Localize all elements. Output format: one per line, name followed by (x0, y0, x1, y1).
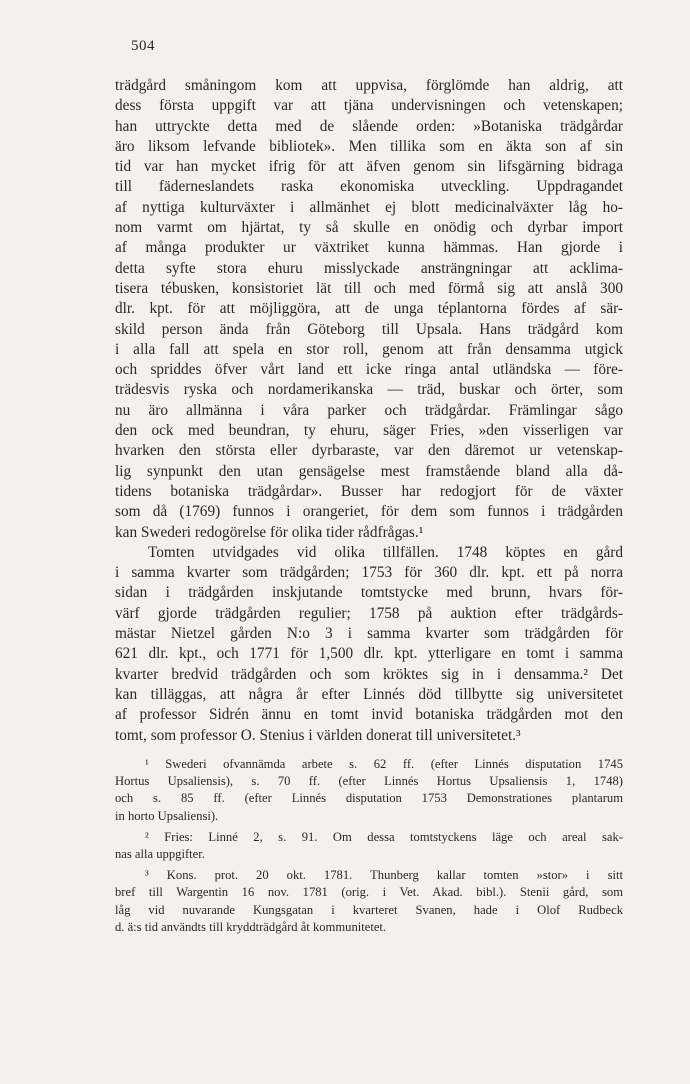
text-line: kan Swederi redogörelse för olika tider rådfrågas.¹ (115, 523, 424, 541)
footnote-line: ³ Kons. prot. 20 okt. 1781. Thunberg kallar tomten »stor» i sitt (145, 868, 623, 883)
footnote-line: och s. 85 ff. (efter Linnés disputation 1753 Demonstrationes plantarum (115, 791, 623, 806)
text-line: Tomten utvidgades vid olika tillfällen. 1748 köptes en gård (148, 543, 623, 561)
text-line: 621 dlr. kpt., och 1771 för 1,500 dlr. kpt. ytterligare en tomt i samma (115, 645, 623, 663)
text-line: nu äro allmänna i våra parker och trädgårdar. Främlingar sågo (115, 401, 623, 419)
text-line: detta syfte stora ehuru misslyckade ansträngningar att acklima- (115, 259, 623, 277)
text-line: tidens botaniska trädgårdar». Busser har redogjort för de växter (115, 482, 623, 500)
footnotes (115, 756, 623, 936)
body-text (115, 76, 623, 746)
text-line: tisera tébusken, konsistoriet lät till och med förmå sig att anslå 300 (115, 279, 623, 297)
text-line: trädgård småningom kom att uppvisa, förglömde han aldrig, att (115, 77, 623, 94)
footnote (115, 867, 623, 936)
text-line: sidan i trädgården inskjutande tomtstycke med brunn, hvars för- (115, 584, 623, 602)
text-line: hvarken den största eller dyrbaraste, var den däremot ur vetenskap- (115, 442, 623, 460)
text-line: af professor Sidrén ännu en tomt invid botaniska trädgården mot den (115, 706, 623, 724)
text-line: skild person ända från Göteborg till Upsala. Hans trädgård kom (115, 320, 623, 338)
text-line: i samma kvarter som trädgården; 1753 för 360 dlr. kpt. ett på norra (115, 564, 623, 582)
text-line: trädesvis ryska och nordamerikanska — träd, buskar och örter, som (115, 381, 623, 399)
footnote-line: ¹ Swederi ofvannämda arbete s. 62 ff. (efter Linnés disputation 1745 (145, 757, 623, 771)
footnote (115, 829, 623, 863)
text-line: dlr. kpt. för att möjliggöra, att de unga téplantorna fördes af sär- (115, 300, 623, 318)
footnote-line: in horto Upsaliensi). (115, 808, 219, 823)
text-line: och spriddes öfver vårt land ett icke ringa antal utländska — före- (115, 361, 623, 379)
footnote-line: d. ä:s tid användts till kryddträdgård åt kommunitetet. (115, 919, 387, 934)
text-line: af många produkter ur växtriket kunna hämmas. Han gjorde i (115, 239, 623, 257)
text-line: dess första uppgift var att tjäna undervisningen och vetenskapen; (115, 97, 623, 115)
text-line: mästar Nietzel gården N:o 3 i samma kvarter som trädgården för (115, 625, 623, 643)
footnote (115, 756, 623, 825)
text-line: af nyttiga kulturväxter i allmänhet ej blott medicinalväxter låg ho- (115, 198, 623, 216)
footnote-line: bref till Wargentin 16 nov. 1781 (orig. i Vet. Akad. bibl.). Stenii gård, som (115, 885, 623, 900)
footnote-line: ² Fries: Linné 2, s. 91. Om dessa tomtstyckens läge och areal sak- (145, 829, 623, 844)
text-line: värf gjorde trädgården regulier; 1758 på auktion efter trädgårds- (115, 604, 623, 622)
text-line: lig synpunkt den utan gensägelse mest framstående bland alla då- (115, 462, 623, 480)
text-line: i alla fall att spela en stor roll, genom att från densamma utgick (115, 340, 623, 358)
text-line: den ock med beundran, ty ehuru, säger Fries, »den visserligen var (115, 422, 623, 440)
text-line: nom varmt om hjärtat, ty så skulle en onödig och dyrbar import (115, 219, 623, 237)
footnote-line: nas alla uppgifter. (115, 846, 205, 861)
text-line: äro liksom lefvande bibliotek». Men tillika som en äkta son af sin (115, 137, 623, 155)
text-line: kvarter bredvid trädgården och som kröktes sig in i densamma.² Det (115, 665, 623, 683)
text-line: han uttryckte detta med de slående orden: »Botaniska trädgårdar (115, 117, 623, 135)
text-line: till fäderneslandets raska ekonomiska utveckling. Uppdragandet (115, 178, 623, 196)
text-line: tid var han mycket ifrig för att äfven genom sin lifsgärning bidraga (115, 158, 623, 176)
text-line: tomt, som professor O. Stenius i världen donerat till universitetet.³ (115, 726, 521, 744)
footnote-line: låg vid nuvarande Kungsgatan i kvarteret Svanen, hade i Olof Rudbeck (115, 902, 623, 917)
footnote-line: Hortus Upsaliensis), s. 70 ff. (efter Linnés Hortus Upsaliensis 1, 1748) (115, 774, 623, 789)
page-number: 504 (131, 38, 155, 54)
text-line: som då (1769) funnos i orangeriet, för dem som funnos i trädgården (115, 503, 623, 521)
text-line: kan tilläggas, att några år efter Linnés död tillbytte sig universitetet (115, 685, 623, 703)
